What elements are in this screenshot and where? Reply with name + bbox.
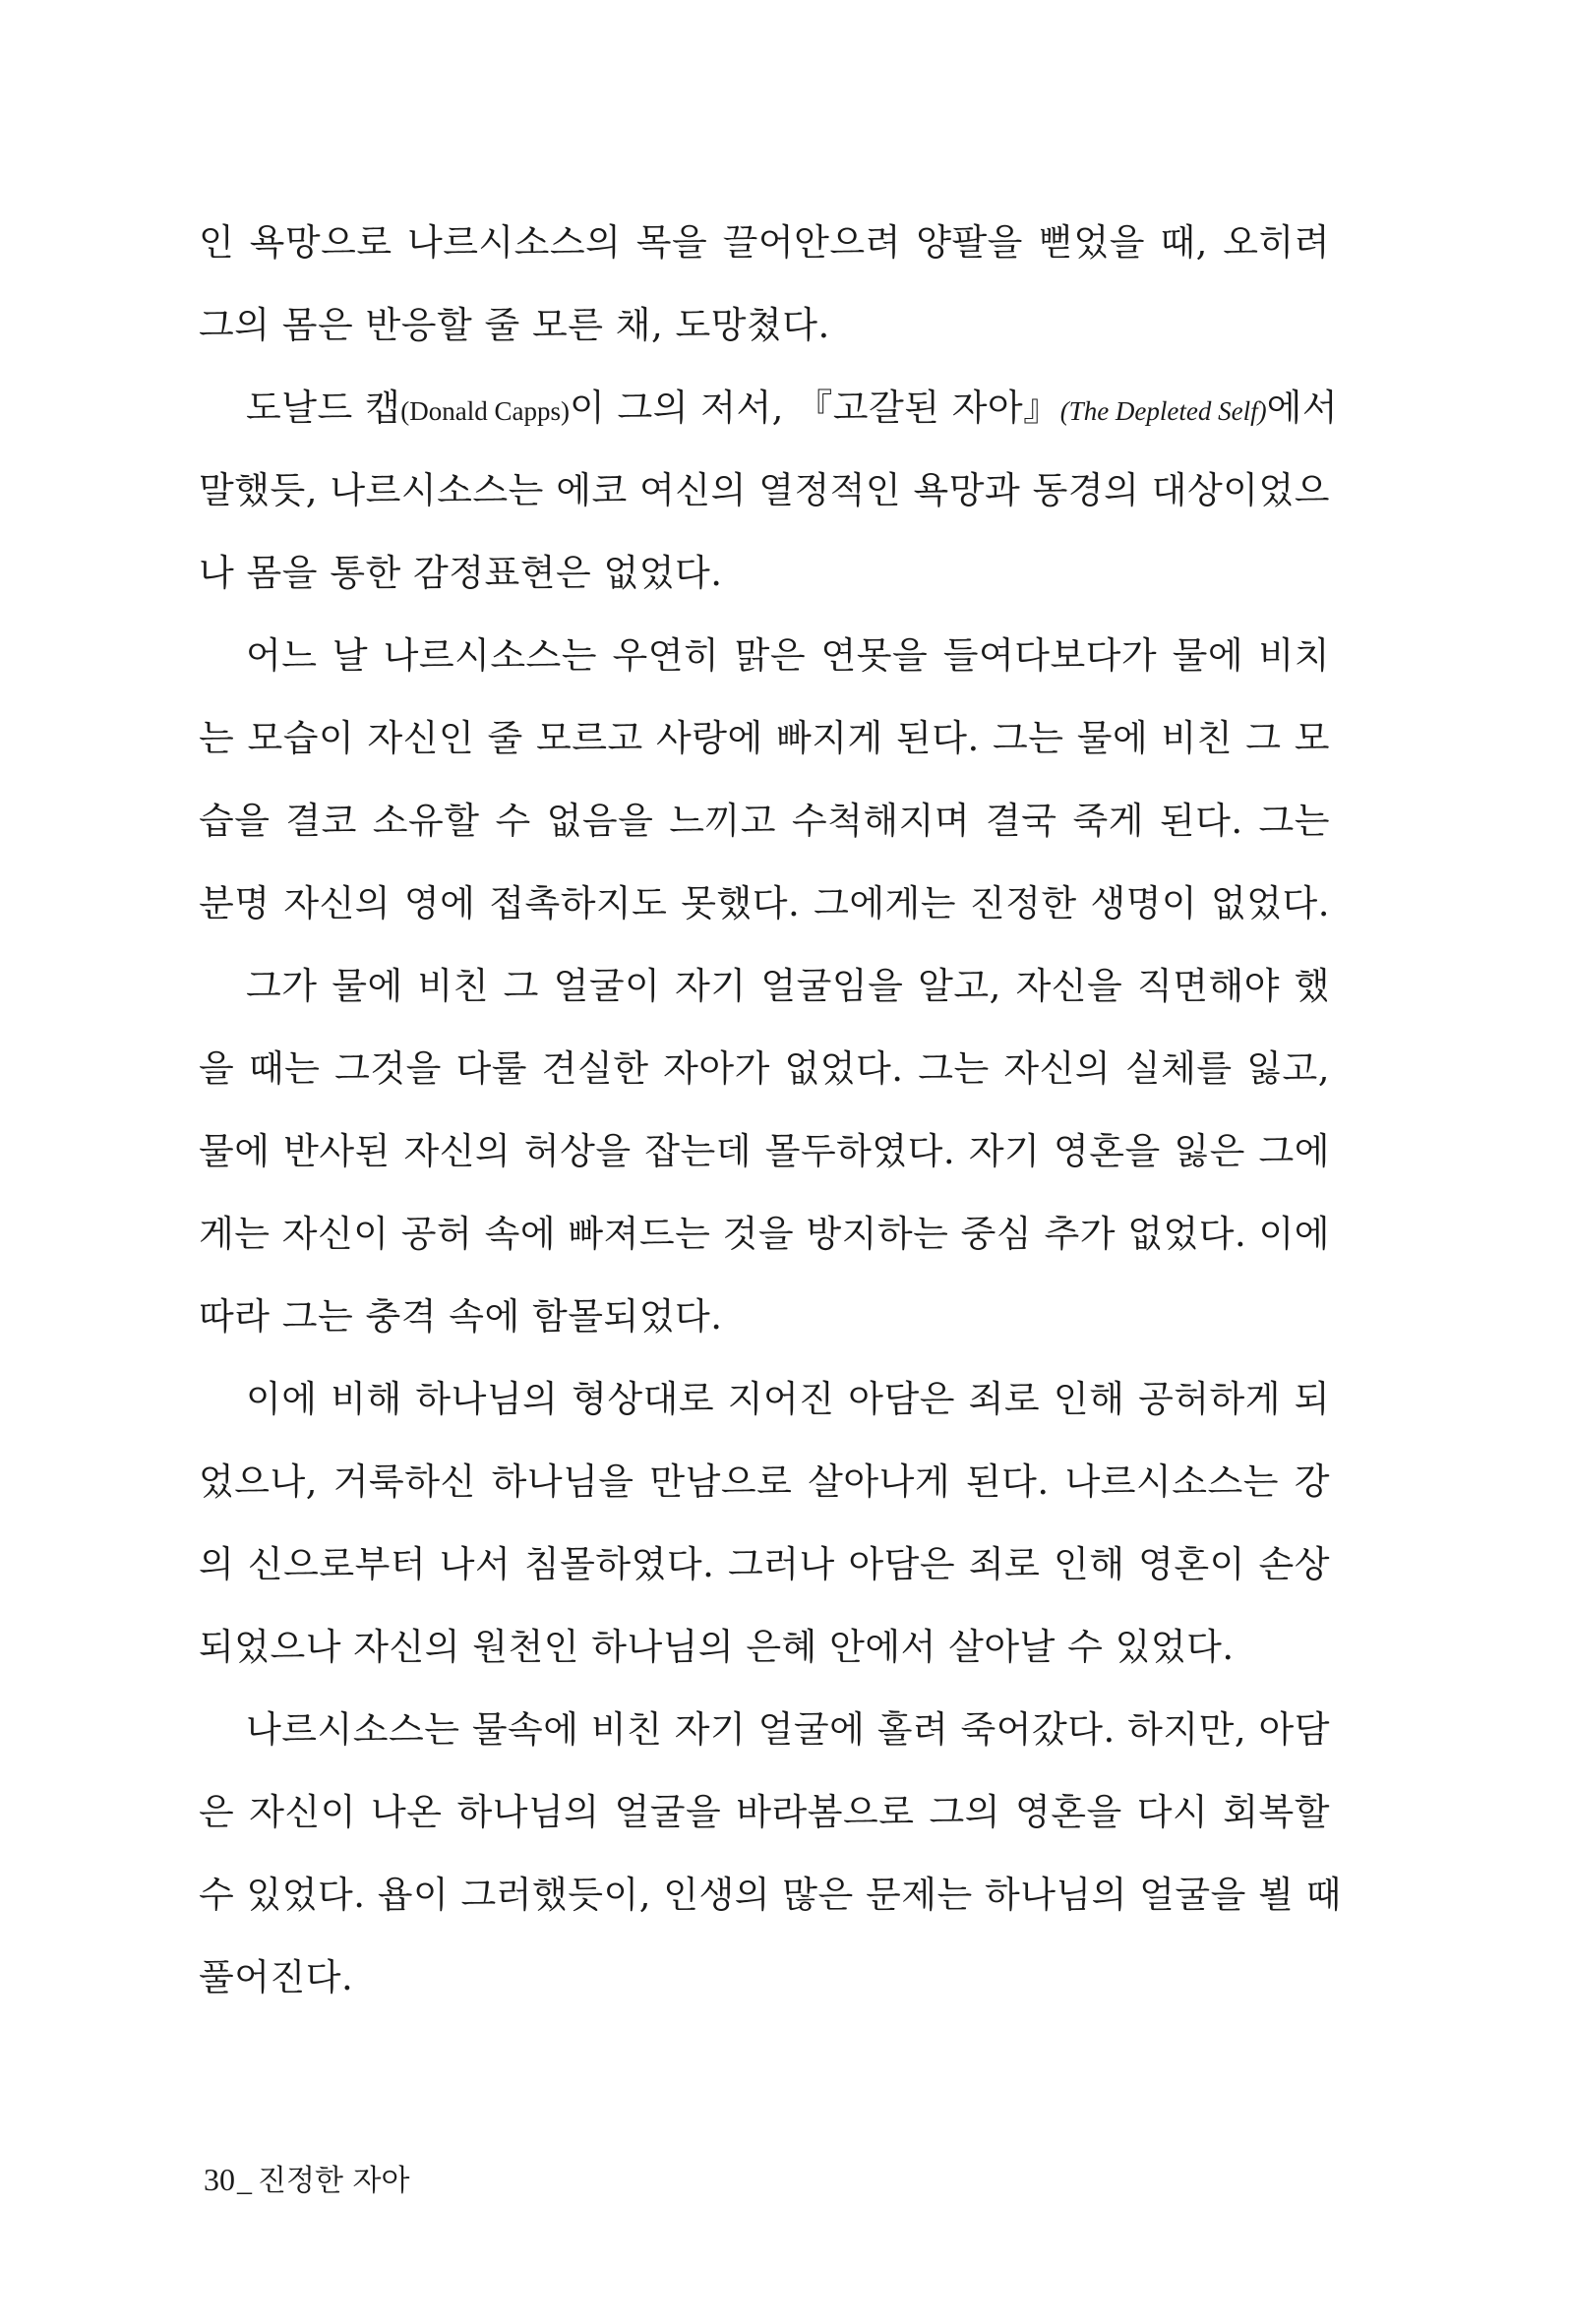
page-number: 30	[204, 2162, 235, 2197]
body-line: 인 욕망으로 나르시소스의 목을 끌어안으려 양팔을 뻗었을 때, 오히려	[199, 221, 1330, 264]
body-line-with-citation	[246, 379, 1339, 438]
body-line: 그가 물에 비친 그 얼굴이 자기 얼굴임을 알고, 자신을 직면해야 했	[246, 965, 1330, 1007]
body-line: 물에 반사된 자신의 허상을 잡는데 몰두하였다. 자기 영혼을 잃은 그에	[199, 1130, 1330, 1172]
body-line: 말했듯, 나르시소스는 에코 여신의 열정적인 욕망과 동경의 대상이었으	[199, 469, 1330, 511]
body-line: 는 모습이 자신인 줄 모르고 사랑에 빠지게 된다. 그는 물에 비친 그 모	[199, 717, 1330, 759]
body-line: 따라 그는 충격 속에 함몰되었다.	[199, 1295, 723, 1338]
body-text: 에서	[1266, 387, 1339, 429]
body-line: 을 때는 그것을 다룰 견실한 자아가 없었다. 그는 자신의 실체를 잃고,	[199, 1047, 1330, 1090]
author-name-latin: (Donald Capps)	[400, 396, 570, 426]
body-line: 었으나, 거룩하신 하나님을 만남으로 살아나게 된다. 나르시소스는 강	[199, 1460, 1330, 1503]
body-line: 풀어진다.	[199, 1956, 354, 1998]
body-line: 나르시소스는 물속에 비친 자기 얼굴에 홀려 죽어갔다. 하지만, 아담	[246, 1708, 1330, 1751]
footer-separator: _	[237, 2165, 252, 2197]
book-title-latin: (The Depleted Self)	[1059, 396, 1267, 426]
body-line: 이에 비해 하나님의 형상대로 지어진 아담은 죄로 인해 공허하게 되	[246, 1378, 1330, 1420]
body-line: 분명 자신의 영에 접촉하지도 못했다. 그에게는 진정한 생명이 없었다.	[199, 882, 1330, 924]
running-title: 진정한 자아	[258, 2164, 410, 2198]
body-text: 도날드 캡	[246, 387, 401, 429]
body-line: 습을 결코 소유할 수 없음을 느끼고 수척해지며 결국 죽게 된다. 그는	[199, 800, 1330, 842]
body-line: 의 신으로부터 나서 침몰하였다. 그러나 아담은 죄로 인해 영혼이 손상	[199, 1543, 1330, 1585]
body-line: 게는 자신이 공허 속에 빠져드는 것을 방지하는 중심 추가 없었다. 이에	[199, 1213, 1330, 1255]
body-line: 되었으나 자신의 원천인 하나님의 은혜 안에서 살아날 수 있었다.	[199, 1626, 1235, 1668]
body-line: 수 있었다. 욥이 그러했듯이, 인생의 많은 문제는 하나님의 얼굴을 뵐 때	[199, 1874, 1342, 1916]
body-line: 나 몸을 통한 감정표현은 없었다.	[199, 552, 723, 594]
body-line: 어느 날 나르시소스는 우연히 맑은 연못을 들여다보다가 물에 비치	[246, 634, 1330, 677]
body-line: 은 자신이 나온 하나님의 얼굴을 바라봄으로 그의 영혼을 다시 회복할	[199, 1791, 1330, 1833]
body-line: 그의 몸은 반응할 줄 모른 채, 도망쳤다.	[199, 304, 830, 346]
body-text: 이 그의 저서, 『고갈된 자아』	[569, 387, 1060, 429]
page-footer	[204, 2160, 409, 2199]
